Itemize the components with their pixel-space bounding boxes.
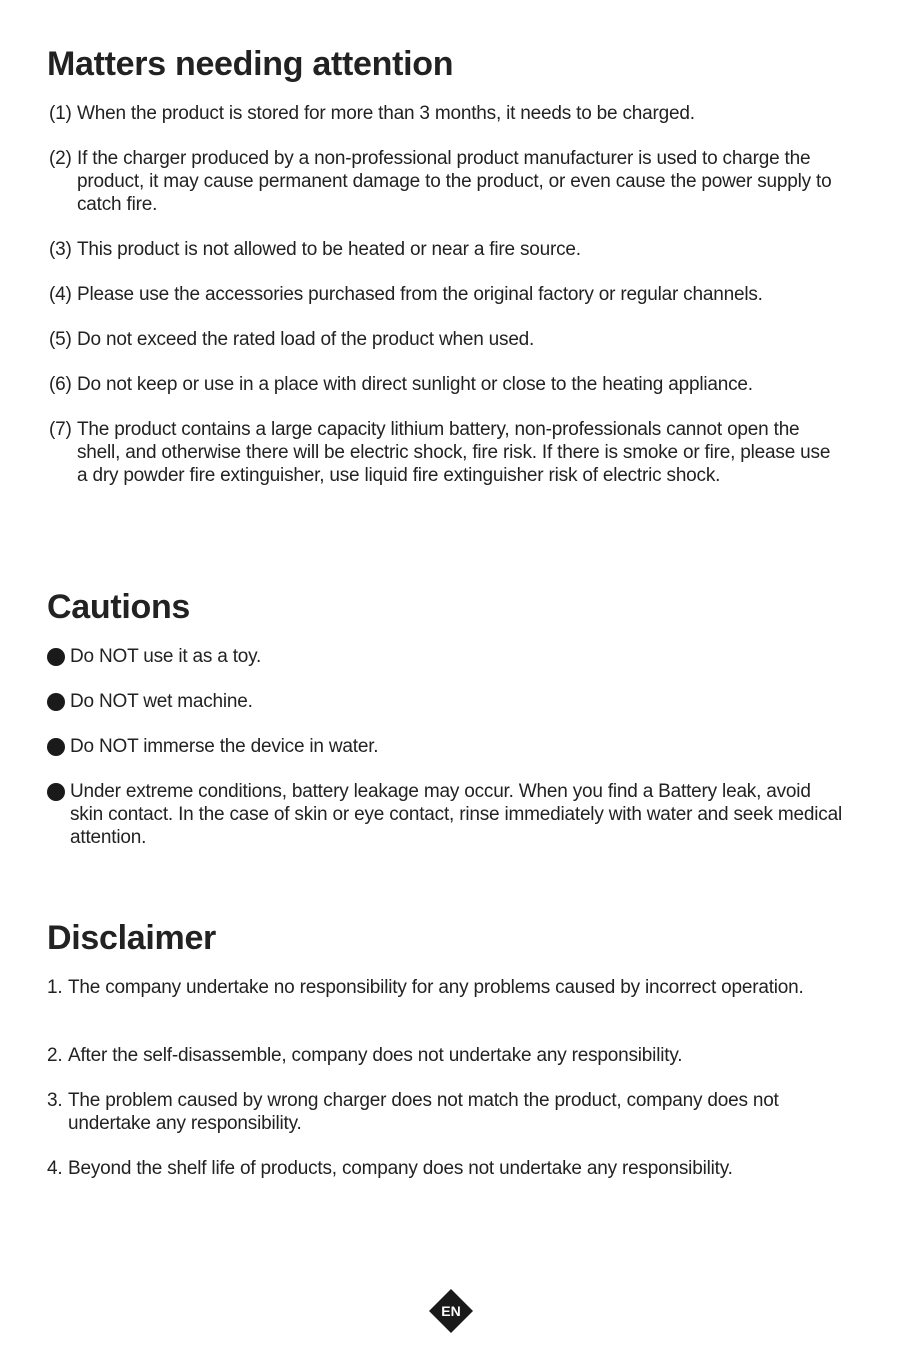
item-number: 3. bbox=[47, 1090, 63, 1111]
matters-item-5 bbox=[49, 328, 849, 351]
item-text: Please use the accessories purchased from the original factory or regular channels. bbox=[77, 284, 763, 305]
caution-item-3 bbox=[47, 735, 847, 758]
caution-text: Do NOT wet machine. bbox=[70, 691, 253, 712]
caution-text: Do NOT immerse the device in water. bbox=[70, 736, 379, 757]
bullet-icon bbox=[47, 648, 65, 666]
item-number: (5) bbox=[49, 329, 72, 350]
matters-item-7 bbox=[49, 418, 839, 487]
disclaimer-item-2 bbox=[47, 1044, 847, 1067]
bullet-icon bbox=[47, 783, 65, 801]
bullet-icon bbox=[47, 738, 65, 756]
cautions-title: Cautions bbox=[47, 588, 191, 626]
item-text: If the charger produced by a non-professional product manufacturer is used to charge the product, it may cause permanent damage to the product, or even cause the power supply to catch fire. bbox=[77, 148, 832, 215]
item-text: When the product is stored for more than 3 months, it needs to be charged. bbox=[77, 103, 695, 124]
item-text: Do not keep or use in a place with direct sunlight or close to the heating appliance. bbox=[77, 374, 753, 395]
item-text: This product is not allowed to be heated or near a fire source. bbox=[77, 239, 581, 260]
matters-item-3 bbox=[49, 238, 849, 261]
item-text: After the self-disassemble, company does not undertake any responsibility. bbox=[68, 1045, 683, 1066]
matters-item-4 bbox=[49, 283, 849, 306]
item-number: (6) bbox=[49, 374, 72, 395]
caution-text: Do NOT use it as a toy. bbox=[70, 646, 262, 667]
item-number: 2. bbox=[47, 1045, 63, 1066]
disclaimer-item-3 bbox=[47, 1089, 847, 1135]
item-text: The problem caused by wrong charger does not match the product, company does not undertake any responsibility. bbox=[68, 1090, 779, 1134]
item-number: (3) bbox=[49, 239, 72, 260]
diamond-badge-icon bbox=[429, 1289, 473, 1333]
matters-item-1 bbox=[49, 102, 849, 125]
item-text: Do not exceed the rated load of the product when used. bbox=[77, 329, 535, 350]
caution-text: Under extreme conditions, battery leakage may occur. When you find a Battery leak, avoid skin contact. In the case of skin or eye contact, rinse immediately with water and seek medical attention. bbox=[70, 781, 842, 848]
bullet-icon bbox=[47, 693, 65, 711]
caution-item-4 bbox=[47, 780, 847, 849]
disclaimer-item-1 bbox=[47, 976, 807, 999]
item-number: (7) bbox=[49, 419, 72, 440]
caution-item-2 bbox=[47, 690, 847, 713]
disclaimer-title: Disclaimer bbox=[47, 919, 216, 957]
caution-item-1 bbox=[47, 645, 847, 668]
item-text: Beyond the shelf life of products, company does not undertake any responsibility. bbox=[68, 1158, 733, 1179]
item-number: 1. bbox=[47, 977, 63, 998]
language-badge bbox=[429, 1289, 473, 1333]
disclaimer-item-4 bbox=[47, 1157, 847, 1180]
item-number: (4) bbox=[49, 284, 72, 305]
item-number: (2) bbox=[49, 148, 72, 169]
matters-title: Matters needing attention bbox=[47, 45, 454, 83]
item-number: (1) bbox=[49, 103, 72, 124]
matters-item-6 bbox=[49, 373, 849, 396]
item-text: The company undertake no responsibility for any problems caused by incorrect operation. bbox=[68, 977, 804, 998]
item-text: The product contains a large capacity lithium battery, non-professionals cannot open the shell, and otherwise there will be electric shock, fire risk. If there is smoke or fire, please use a dry powder fire extinguisher, use liquid fire extinguisher risk of electric shock. bbox=[77, 419, 831, 486]
matters-item-2 bbox=[49, 147, 849, 216]
language-code: EN bbox=[441, 1303, 461, 1319]
item-number: 4. bbox=[47, 1158, 63, 1179]
